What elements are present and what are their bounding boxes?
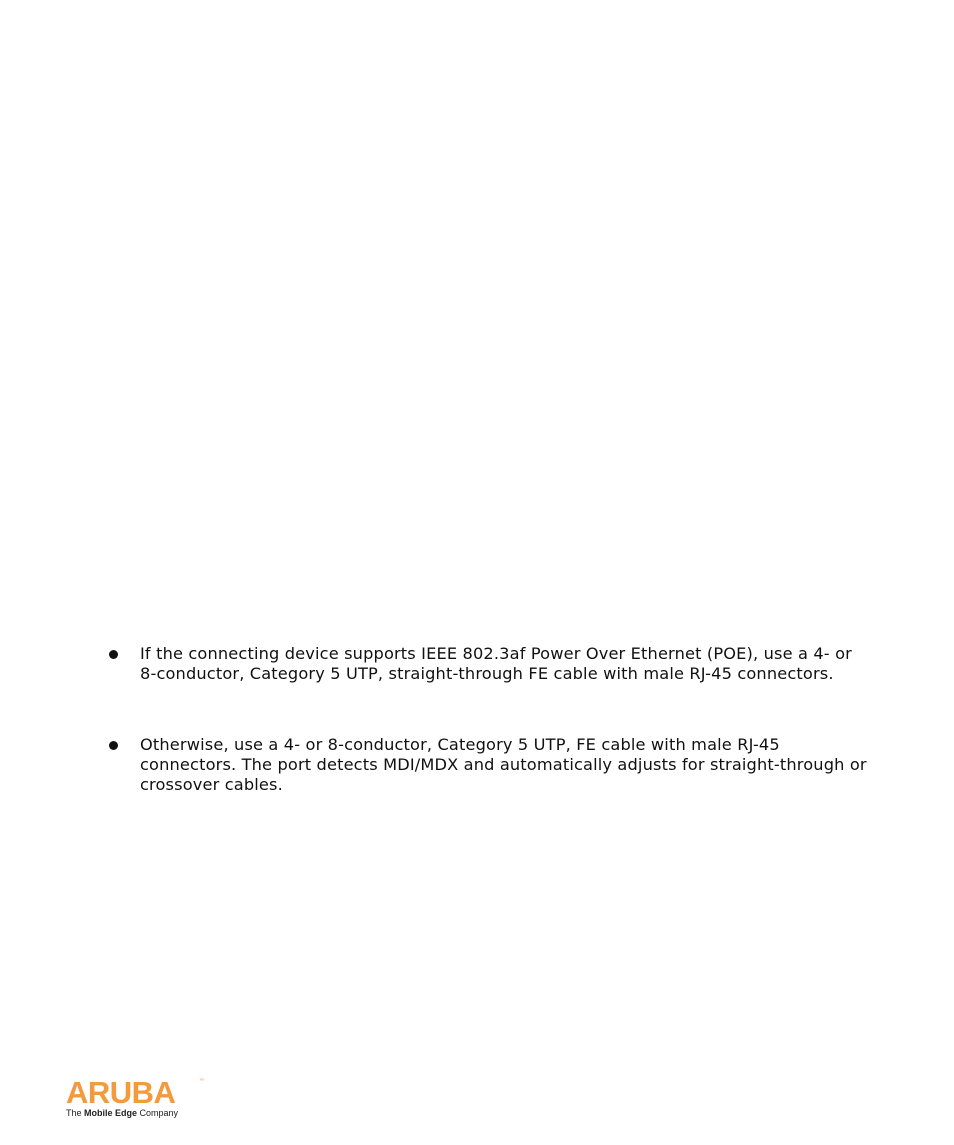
logo-tagline-post: Company [137,1108,179,1118]
logo-trademark: ™ [199,1078,204,1084]
aruba-logo [66,1075,206,1122]
bullet-text: If the connecting device supports IEEE 802.3af Power Over Ethernet (POE), use a 4- or 8-conductor, Category 5 UTP, straight-through FE cable with male RJ-45 connectors. [140,644,852,683]
bullet-item [107,644,867,684]
bullet-list [107,644,867,795]
logo-tagline-pre: The [66,1108,85,1118]
logo-tagline [66,1108,178,1118]
logo-wordmark: ARUBA [66,1075,176,1110]
bullet-item [107,735,867,795]
bullet-text: Otherwise, use a 4- or 8-conductor, Category 5 UTP, FE cable with male RJ-45 connectors. The port detects MDI/MDX and automatically adjusts for straight-through or crossover cables. [140,735,867,794]
bullet-icon [109,650,118,659]
logo-tagline-bold: Mobile Edge [84,1108,138,1118]
bullet-icon [109,741,118,750]
